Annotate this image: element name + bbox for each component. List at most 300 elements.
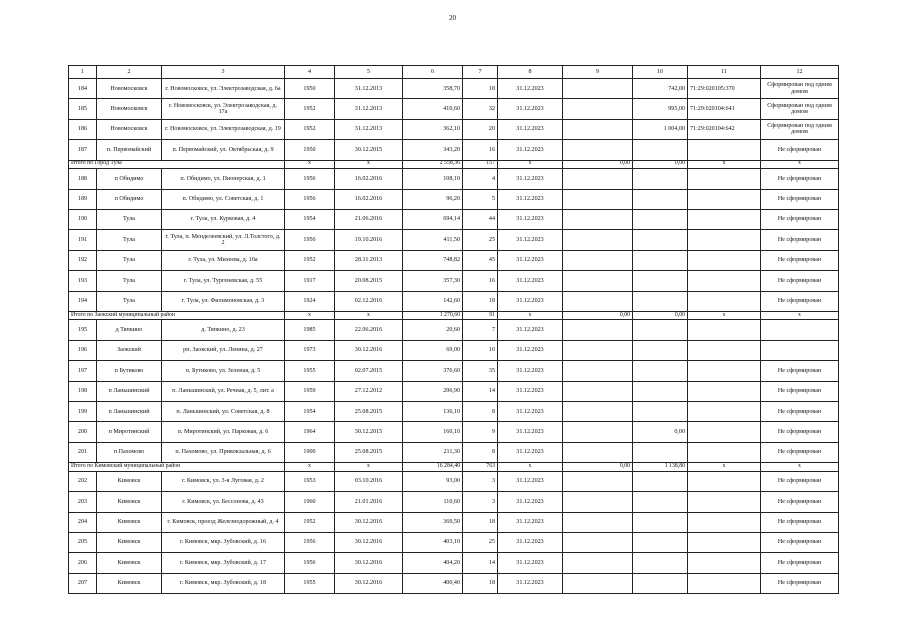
subtotal-col12-cell: x bbox=[761, 311, 839, 320]
deadline-cell: 31.12.2023 bbox=[498, 169, 563, 189]
area-cell: 96,20 bbox=[403, 189, 463, 209]
header-cell: 1 bbox=[69, 66, 97, 79]
row-number-cell: 187 bbox=[69, 140, 97, 160]
settlement-cell: Заокский bbox=[97, 340, 162, 360]
count-cell: 18 bbox=[463, 512, 498, 532]
year-cell: 1955 bbox=[285, 573, 335, 593]
col10-cell bbox=[633, 492, 688, 512]
col9-cell bbox=[563, 271, 633, 291]
address-cell: г. Кимовск, мкр. Зубовский, д. 18 bbox=[162, 573, 285, 593]
col9-cell bbox=[563, 291, 633, 311]
year-cell: 1954 bbox=[285, 402, 335, 422]
page-number: 20 bbox=[449, 14, 456, 22]
col10-cell bbox=[633, 532, 688, 552]
year-cell: 1964 bbox=[285, 422, 335, 442]
settlement-cell: Тула bbox=[97, 209, 162, 229]
year-cell: 1952 bbox=[285, 99, 335, 119]
date-cell: 31.12.2013 bbox=[335, 99, 403, 119]
subtotal-col12-cell: x bbox=[761, 463, 839, 472]
cadastral-number-cell bbox=[688, 442, 761, 462]
area-cell: 411,50 bbox=[403, 230, 463, 250]
subtotal-count-cell: 157 bbox=[463, 160, 498, 169]
settlement-cell: Новомосковск bbox=[97, 119, 162, 139]
header-cell: 3 bbox=[162, 66, 285, 79]
header-row bbox=[69, 66, 839, 79]
count-cell: 20 bbox=[463, 119, 498, 139]
address-cell: п. Обидимо, ул. Пионерская, д. 1 bbox=[162, 169, 285, 189]
address-cell: г. Новомосковск, ул. Электрозаводская, д. 19 bbox=[162, 119, 285, 139]
settlement-cell: Кимовск bbox=[97, 471, 162, 491]
year-cell: 1956 bbox=[285, 553, 335, 573]
address-cell: г. Тула, ул. Тургеневская, д. 55 bbox=[162, 271, 285, 291]
settlement-cell: п Ланьшинский bbox=[97, 402, 162, 422]
settlement-cell: п Ланьшинский bbox=[97, 381, 162, 401]
col9-cell bbox=[563, 532, 633, 552]
col10-cell bbox=[633, 340, 688, 360]
address-cell: г. Кимовск, ул. Бессонова, д. 43 bbox=[162, 492, 285, 512]
status-cell: Не сформирован bbox=[761, 189, 839, 209]
header-cell: 11 bbox=[688, 66, 761, 79]
deadline-cell: 31.12.2023 bbox=[498, 340, 563, 360]
deadline-cell: 31.12.2023 bbox=[498, 553, 563, 573]
date-cell: 31.12.2013 bbox=[335, 79, 403, 99]
cadastral-number-cell bbox=[688, 532, 761, 552]
address-cell: г. Новомосковск, ул. Электрозаводская, д. 6а bbox=[162, 79, 285, 99]
col10-cell: 1 004,00 bbox=[633, 119, 688, 139]
col9-cell bbox=[563, 381, 633, 401]
year-cell: 1973 bbox=[285, 340, 335, 360]
date-cell: 19.10.2016 bbox=[335, 230, 403, 250]
year-cell: 1952 bbox=[285, 512, 335, 532]
table-row bbox=[69, 79, 839, 99]
settlement-cell: Кимовск bbox=[97, 573, 162, 593]
table-row bbox=[69, 119, 839, 139]
row-number-cell: 201 bbox=[69, 442, 97, 462]
row-number-cell: 196 bbox=[69, 340, 97, 360]
count-cell: 10 bbox=[463, 340, 498, 360]
table-row bbox=[69, 250, 839, 270]
col9-cell bbox=[563, 119, 633, 139]
col9-cell bbox=[563, 99, 633, 119]
year-cell: 1917 bbox=[285, 271, 335, 291]
date-cell: 21.06.2016 bbox=[335, 209, 403, 229]
address-cell: г. Кимовск, ул. 3-я Луговая, д. 2 bbox=[162, 471, 285, 491]
cadastral-number-cell bbox=[688, 471, 761, 491]
settlement-cell: Новомосковск bbox=[97, 79, 162, 99]
subtotal-year-cell: x bbox=[285, 311, 335, 320]
col10-cell bbox=[633, 381, 688, 401]
row-number-cell: 192 bbox=[69, 250, 97, 270]
area-cell: 296,90 bbox=[403, 381, 463, 401]
row-number-cell: 198 bbox=[69, 381, 97, 401]
date-cell: 30.12.2016 bbox=[335, 512, 403, 532]
status-cell: Не сформирован bbox=[761, 422, 839, 442]
table-row bbox=[69, 169, 839, 189]
cadastral-number-cell bbox=[688, 189, 761, 209]
count-cell: 5 bbox=[463, 189, 498, 209]
area-cell: 343,20 bbox=[403, 140, 463, 160]
address-cell: г. Тула, ул. Михеева, д. 10а bbox=[162, 250, 285, 270]
year-cell: 1952 bbox=[285, 250, 335, 270]
table-row bbox=[69, 402, 839, 422]
status-cell: Не сформирован bbox=[761, 140, 839, 160]
subtotal-date-cell: x bbox=[335, 160, 403, 169]
status-cell: Не сформирован bbox=[761, 250, 839, 270]
subtotal-col12-cell: x bbox=[761, 160, 839, 169]
count-cell: 18 bbox=[463, 79, 498, 99]
deadline-cell: 31.12.2023 bbox=[498, 140, 563, 160]
area-cell: 142,60 bbox=[403, 291, 463, 311]
cadastral-number-cell bbox=[688, 361, 761, 381]
subtotal-row bbox=[69, 463, 839, 472]
status-cell: Не сформирован bbox=[761, 402, 839, 422]
table-row bbox=[69, 442, 839, 462]
deadline-cell: 31.12.2023 bbox=[498, 291, 563, 311]
address-cell: п. Первомайский, ул. Октябрьская, д. 9 bbox=[162, 140, 285, 160]
col9-cell bbox=[563, 573, 633, 593]
subtotal-col9-cell: 0,00 bbox=[563, 311, 633, 320]
subtotal-date-cell: x bbox=[335, 463, 403, 472]
deadline-cell: 31.12.2023 bbox=[498, 99, 563, 119]
table-row bbox=[69, 140, 839, 160]
area-cell: 93,00 bbox=[403, 471, 463, 491]
count-cell: 14 bbox=[463, 381, 498, 401]
settlement-cell: д Тяпкино bbox=[97, 320, 162, 340]
status-cell: Не сформирован bbox=[761, 381, 839, 401]
register-table bbox=[68, 65, 839, 594]
subtotal-area-cell: 16 284,40 bbox=[403, 463, 463, 472]
date-cell: 20.08.2015 bbox=[335, 271, 403, 291]
cadastral-number-cell bbox=[688, 230, 761, 250]
subtotal-col9-cell: 0,00 bbox=[563, 160, 633, 169]
status-cell: Не сформирован bbox=[761, 291, 839, 311]
status-cell: Не сформирован bbox=[761, 512, 839, 532]
status-cell: Сформирован под одним домом bbox=[761, 99, 839, 119]
row-number-cell: 206 bbox=[69, 553, 97, 573]
subtotal-col10-cell: 0,00 bbox=[633, 311, 688, 320]
area-cell: 362,10 bbox=[403, 119, 463, 139]
deadline-cell: 31.12.2023 bbox=[498, 250, 563, 270]
subtotal-col11-cell: x bbox=[688, 311, 761, 320]
settlement-cell: п Обидимо bbox=[97, 189, 162, 209]
subtotal-year-cell: x bbox=[285, 160, 335, 169]
table-row bbox=[69, 189, 839, 209]
settlement-cell: п Бутиково bbox=[97, 361, 162, 381]
deadline-cell: 31.12.2023 bbox=[498, 471, 563, 491]
cadastral-number-cell bbox=[688, 573, 761, 593]
year-cell: 1956 bbox=[285, 169, 335, 189]
date-cell: 21.01.2016 bbox=[335, 492, 403, 512]
date-cell: 22.06.2016 bbox=[335, 320, 403, 340]
status-cell bbox=[761, 320, 839, 340]
header-cell: 12 bbox=[761, 66, 839, 79]
year-cell: 1960 bbox=[285, 492, 335, 512]
deadline-cell: 31.12.2023 bbox=[498, 422, 563, 442]
year-cell: 1900 bbox=[285, 442, 335, 462]
address-cell: д. Тяпкино, д. 23 bbox=[162, 320, 285, 340]
area-cell: 410,60 bbox=[403, 99, 463, 119]
row-number-cell: 199 bbox=[69, 402, 97, 422]
date-cell: 02.07.2015 bbox=[335, 361, 403, 381]
area-cell: 69,00 bbox=[403, 340, 463, 360]
area-cell: 136,10 bbox=[403, 402, 463, 422]
settlement-cell: Тула bbox=[97, 291, 162, 311]
area-cell: 376,60 bbox=[403, 361, 463, 381]
table-row bbox=[69, 381, 839, 401]
date-cell: 30.12.2016 bbox=[335, 340, 403, 360]
cadastral-number-cell bbox=[688, 271, 761, 291]
deadline-cell: 31.12.2023 bbox=[498, 512, 563, 532]
year-cell: 1956 bbox=[285, 189, 335, 209]
col10-cell bbox=[633, 402, 688, 422]
settlement-cell: Тула bbox=[97, 230, 162, 250]
year-cell: 1924 bbox=[285, 291, 335, 311]
count-cell: 32 bbox=[463, 99, 498, 119]
date-cell: 28.11.2013 bbox=[335, 250, 403, 270]
status-cell: Не сформирован bbox=[761, 361, 839, 381]
col9-cell bbox=[563, 442, 633, 462]
col10-cell bbox=[633, 189, 688, 209]
header-cell: 5 bbox=[335, 66, 403, 79]
deadline-cell: 31.12.2023 bbox=[498, 442, 563, 462]
address-cell: рп. Заокский, ул. Ленина, д. 27 bbox=[162, 340, 285, 360]
cadastral-number-cell bbox=[688, 320, 761, 340]
row-number-cell: 184 bbox=[69, 79, 97, 99]
deadline-cell: 31.12.2023 bbox=[498, 573, 563, 593]
year-cell: 1956 bbox=[285, 532, 335, 552]
status-cell: Сформирован под одним домом bbox=[761, 119, 839, 139]
address-cell: п. Миротинский, ул. Парковая, д. 6 bbox=[162, 422, 285, 442]
cadastral-number-cell bbox=[688, 340, 761, 360]
table-row bbox=[69, 99, 839, 119]
table-row bbox=[69, 209, 839, 229]
cadastral-number-cell bbox=[688, 402, 761, 422]
row-number-cell: 188 bbox=[69, 169, 97, 189]
settlement-cell: Новомосковск bbox=[97, 99, 162, 119]
subtotal-year-cell: x bbox=[285, 463, 335, 472]
count-cell: 18 bbox=[463, 573, 498, 593]
row-number-cell: 202 bbox=[69, 471, 97, 491]
col9-cell bbox=[563, 230, 633, 250]
cadastral-number-cell: 71:29:020104:641 bbox=[688, 99, 761, 119]
status-cell: Не сформирован bbox=[761, 573, 839, 593]
table-row bbox=[69, 271, 839, 291]
subtotal-deadline-cell: x bbox=[498, 311, 563, 320]
header-cell: 6 bbox=[403, 66, 463, 79]
count-cell: 45 bbox=[463, 250, 498, 270]
area-cell: 357,30 bbox=[403, 271, 463, 291]
area-cell: 211,30 bbox=[403, 442, 463, 462]
header-cell: 2 bbox=[97, 66, 162, 79]
address-cell: г. Кимовск, проезд Железнодорожный, д. 4 bbox=[162, 512, 285, 532]
col9-cell bbox=[563, 209, 633, 229]
subtotal-area-cell: 1 270,60 bbox=[403, 311, 463, 320]
col10-cell bbox=[633, 553, 688, 573]
col9-cell bbox=[563, 512, 633, 532]
area-cell: 400,40 bbox=[403, 573, 463, 593]
subtotal-date-cell: x bbox=[335, 311, 403, 320]
row-number-cell: 194 bbox=[69, 291, 97, 311]
deadline-cell: 31.12.2023 bbox=[498, 361, 563, 381]
date-cell: 27.12.2012 bbox=[335, 381, 403, 401]
count-cell: 8 bbox=[463, 442, 498, 462]
status-cell: Не сформирован bbox=[761, 169, 839, 189]
count-cell: 16 bbox=[463, 140, 498, 160]
year-cell: 1985 bbox=[285, 320, 335, 340]
area-cell: 694,14 bbox=[403, 209, 463, 229]
col10-cell bbox=[633, 471, 688, 491]
col10-cell bbox=[633, 271, 688, 291]
col10-cell bbox=[633, 230, 688, 250]
cadastral-number-cell bbox=[688, 169, 761, 189]
count-cell: 44 bbox=[463, 209, 498, 229]
row-number-cell: 193 bbox=[69, 271, 97, 291]
status-cell: Не сформирован bbox=[761, 209, 839, 229]
deadline-cell: 31.12.2023 bbox=[498, 320, 563, 340]
deadline-cell: 31.12.2023 bbox=[498, 119, 563, 139]
status-cell: Не сформирован bbox=[761, 230, 839, 250]
col9-cell bbox=[563, 169, 633, 189]
col10-cell bbox=[633, 140, 688, 160]
date-cell: 30.12.2015 bbox=[335, 422, 403, 442]
cadastral-number-cell bbox=[688, 512, 761, 532]
area-cell: 403,10 bbox=[403, 532, 463, 552]
col10-cell bbox=[633, 573, 688, 593]
table-row bbox=[69, 471, 839, 491]
settlement-cell: Тула bbox=[97, 250, 162, 270]
subtotal-deadline-cell: x bbox=[498, 160, 563, 169]
col10-cell: 0,00 bbox=[633, 422, 688, 442]
year-cell: 1954 bbox=[285, 209, 335, 229]
table-row bbox=[69, 361, 839, 381]
date-cell: 02.12.2016 bbox=[335, 291, 403, 311]
cadastral-number-cell bbox=[688, 492, 761, 512]
status-cell: Не сформирован bbox=[761, 442, 839, 462]
count-cell: 14 bbox=[463, 553, 498, 573]
settlement-cell: Тула bbox=[97, 271, 162, 291]
subtotal-label: Итого по Кимовский муниципальный район bbox=[69, 463, 285, 472]
subtotal-col11-cell: x bbox=[688, 160, 761, 169]
address-cell: г. Кимовск, мкр. Зубовский, д. 17 bbox=[162, 553, 285, 573]
table-row bbox=[69, 340, 839, 360]
row-number-cell: 186 bbox=[69, 119, 97, 139]
col9-cell bbox=[563, 320, 633, 340]
address-cell: п. Ланьшинский, ул. Советская, д. 8 bbox=[162, 402, 285, 422]
col10-cell bbox=[633, 169, 688, 189]
deadline-cell: 31.12.2023 bbox=[498, 189, 563, 209]
date-cell: 31.12.2013 bbox=[335, 119, 403, 139]
count-cell: 16 bbox=[463, 271, 498, 291]
subtotal-count-cell: 763 bbox=[463, 463, 498, 472]
status-cell: Не сформирован bbox=[761, 471, 839, 491]
area-cell: 358,70 bbox=[403, 79, 463, 99]
settlement-cell: Кимовск bbox=[97, 512, 162, 532]
address-cell: г. Новомосковск, ул. Электрозаводская, д. 17а bbox=[162, 99, 285, 119]
table-row bbox=[69, 230, 839, 250]
col10-cell bbox=[633, 209, 688, 229]
subtotal-label: Итого по Заокский муниципальный район bbox=[69, 311, 285, 320]
cadastral-number-cell: 71:29:020105:370 bbox=[688, 79, 761, 99]
header-cell: 7 bbox=[463, 66, 498, 79]
subtotal-count-cell: 91 bbox=[463, 311, 498, 320]
status-cell: Не сформирован bbox=[761, 271, 839, 291]
header-cell: 4 bbox=[285, 66, 335, 79]
subtotal-col9-cell: 0,00 bbox=[563, 463, 633, 472]
area-cell: 20,60 bbox=[403, 320, 463, 340]
row-number-cell: 195 bbox=[69, 320, 97, 340]
deadline-cell: 31.12.2023 bbox=[498, 230, 563, 250]
col10-cell bbox=[633, 442, 688, 462]
settlement-cell: п Обидимо bbox=[97, 169, 162, 189]
subtotal-col10-cell: 0,00 bbox=[633, 160, 688, 169]
status-cell: Не сформирован bbox=[761, 553, 839, 573]
row-number-cell: 204 bbox=[69, 512, 97, 532]
col10-cell bbox=[633, 250, 688, 270]
col9-cell bbox=[563, 402, 633, 422]
area-cell: 160,10 bbox=[403, 422, 463, 442]
deadline-cell: 31.12.2023 bbox=[498, 532, 563, 552]
row-number-cell: 189 bbox=[69, 189, 97, 209]
count-cell: 9 bbox=[463, 422, 498, 442]
deadline-cell: 31.12.2023 bbox=[498, 402, 563, 422]
col9-cell bbox=[563, 422, 633, 442]
year-cell: 1955 bbox=[285, 361, 335, 381]
deadline-cell: 31.12.2023 bbox=[498, 492, 563, 512]
year-cell: 1953 bbox=[285, 471, 335, 491]
row-number-cell: 185 bbox=[69, 99, 97, 119]
date-cell: 25.08.2015 bbox=[335, 442, 403, 462]
header-cell: 9 bbox=[563, 66, 633, 79]
count-cell: 8 bbox=[463, 402, 498, 422]
count-cell: 4 bbox=[463, 169, 498, 189]
settlement-cell: Кимовск bbox=[97, 532, 162, 552]
col9-cell bbox=[563, 553, 633, 573]
table-body bbox=[69, 66, 839, 594]
cadastral-number-cell bbox=[688, 381, 761, 401]
subtotal-col11-cell: x bbox=[688, 463, 761, 472]
cadastral-number-cell bbox=[688, 140, 761, 160]
count-cell: 18 bbox=[463, 291, 498, 311]
year-cell: 1950 bbox=[285, 79, 335, 99]
subtotal-col10-cell: 1 138,80 bbox=[633, 463, 688, 472]
header-cell: 8 bbox=[498, 66, 563, 79]
date-cell: 30.12.2016 bbox=[335, 573, 403, 593]
subtotal-label: Итого по Город Тула bbox=[69, 160, 285, 169]
col9-cell bbox=[563, 340, 633, 360]
count-cell: 3 bbox=[463, 492, 498, 512]
cadastral-number-cell bbox=[688, 553, 761, 573]
deadline-cell: 31.12.2023 bbox=[498, 209, 563, 229]
year-cell: 1959 bbox=[285, 381, 335, 401]
area-cell: 108,10 bbox=[403, 169, 463, 189]
col10-cell: 742,00 bbox=[633, 79, 688, 99]
row-number-cell: 190 bbox=[69, 209, 97, 229]
table-row bbox=[69, 492, 839, 512]
area-cell: 369,50 bbox=[403, 512, 463, 532]
col9-cell bbox=[563, 471, 633, 491]
row-number-cell: 200 bbox=[69, 422, 97, 442]
header-cell: 10 bbox=[633, 66, 688, 79]
deadline-cell: 31.12.2023 bbox=[498, 271, 563, 291]
col9-cell bbox=[563, 140, 633, 160]
col9-cell bbox=[563, 79, 633, 99]
subtotal-row bbox=[69, 160, 839, 169]
col9-cell bbox=[563, 361, 633, 381]
cadastral-number-cell bbox=[688, 250, 761, 270]
status-cell bbox=[761, 340, 839, 360]
cadastral-number-cell bbox=[688, 422, 761, 442]
row-number-cell: 205 bbox=[69, 532, 97, 552]
